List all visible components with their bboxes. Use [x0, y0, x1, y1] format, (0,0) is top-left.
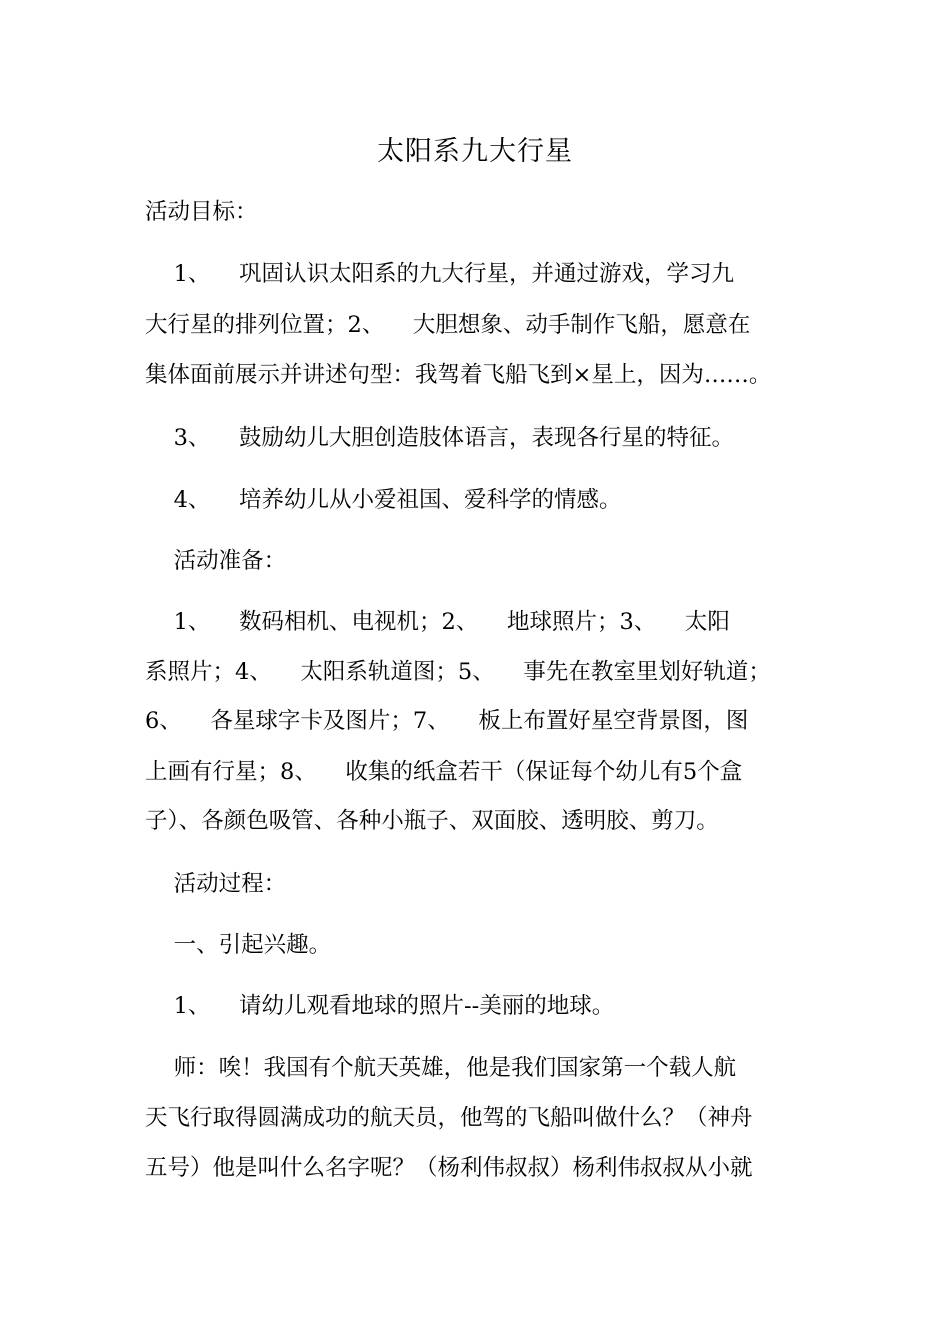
text-line: 子）、各颜色吸管、各种小瓶子、双面胶、透明胶、剪刀。	[145, 808, 719, 834]
text-line: 师：唉！我国有个航天英雄，他是我们国家第一个载人航	[145, 1055, 737, 1081]
text-line: 4、 培养幼儿从小爱祖国、爱科学的情感。	[145, 487, 622, 513]
section-heading-preparation: 活动准备：	[145, 548, 287, 574]
text-line: 1、 数码相机、电视机；2、 地球照片；3、 太阳	[145, 609, 730, 635]
text-line: 3、 鼓励幼儿大胆创造肢体语言，表现各行星的特征。	[145, 425, 735, 451]
document-title: 太阳系九大行星	[377, 136, 573, 167]
section-heading-goals: 活动目标：	[145, 199, 258, 225]
text-line: 1、 巩固认识太阳系的九大行星，并通过游戏，学习九	[145, 261, 735, 287]
text-line: 天飞行取得圆满成功的航天员，他驾的飞船叫做什么？（神舟	[145, 1105, 753, 1131]
text-line: 系照片；4、 太阳系轨道图；5、 事先在教室里划好轨道；	[145, 659, 771, 685]
text-line: 6、 各星球字卡及图片；7、 板上布置好星空背景图，图	[145, 708, 749, 734]
text-line: 集体面前展示并讲述句型：我驾着飞船飞到×星上，因为……。	[145, 362, 772, 388]
text-line: 一、引起兴趣。	[145, 932, 332, 958]
section-heading-process: 活动过程：	[145, 871, 287, 897]
text-line: 上画有行星；8、 收集的纸盒若干（保证每个幼儿有5个盒	[145, 759, 743, 785]
text-line: 1、 请幼儿观看地球的照片--美丽的地球。	[145, 993, 615, 1019]
text-line: 大行星的排列位置；2、 大胆想象、动手制作飞船，愿意在	[145, 312, 751, 338]
text-line: 五号）他是叫什么名字呢？（杨利伟叔叔）杨利伟叔叔从小就	[145, 1155, 753, 1181]
